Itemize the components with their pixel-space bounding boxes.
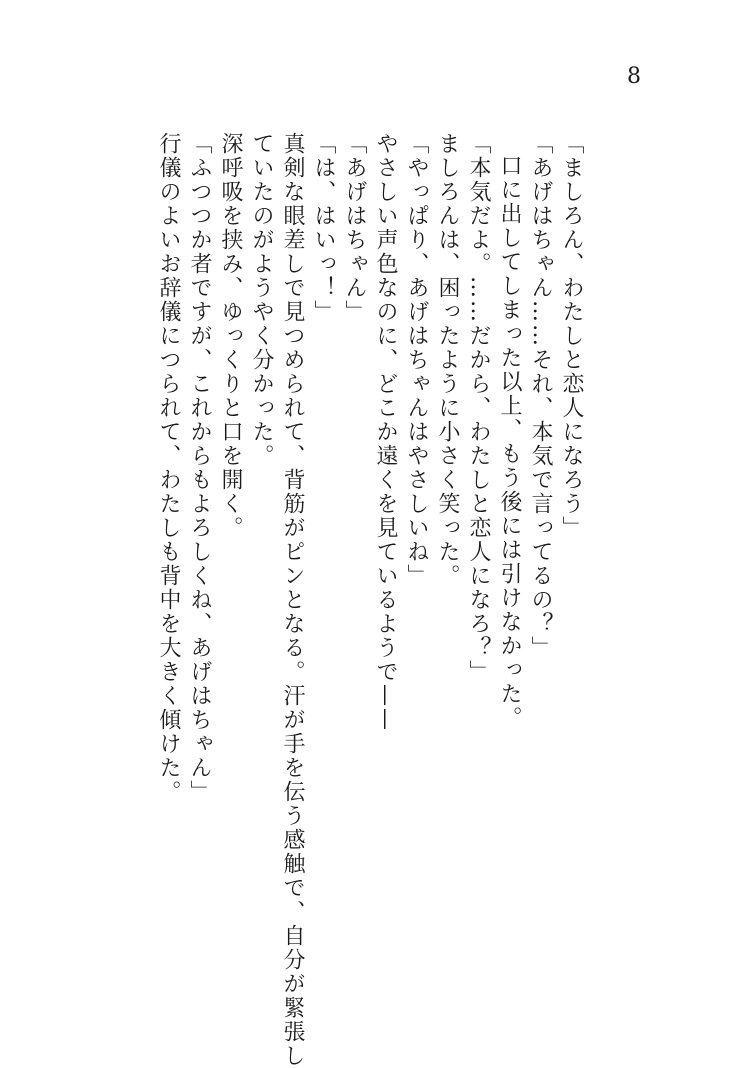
- text-line-3: 口に出してしまった以上、もう後には引けなかった。: [497, 154, 522, 730]
- page-number: 8: [627, 64, 641, 89]
- text-line-1: 「ましろん、わたしと恋人になろう」: [559, 132, 584, 540]
- text-line-13: 「ふつつか者ですが、これからもよろしくね、あげはちゃん」: [187, 132, 212, 804]
- text-line-12: 深呼吸を挟み、ゆっくりと口を開く。: [218, 132, 243, 540]
- text-line-6: 「やっぱり、あげはちゃんはやさしいね」: [404, 132, 429, 588]
- text-line-8: 「あげはちゃん」: [342, 132, 367, 324]
- text-line-5: ましろんは、困ったように小さく笑った。: [435, 132, 460, 588]
- text-line-7: やさしい声色なのに、どこか遠くを見ているようで——: [373, 132, 398, 732]
- text-line-2: 「あげはちゃん……それ、本気で言ってるの？」: [528, 132, 553, 660]
- text-line-11: ていたのがようやく分かった。: [249, 132, 274, 468]
- text-line-14: 行儀のよいお辞儀につられて、わたしも背中を大きく傾けた。: [156, 132, 181, 804]
- text-line-10: 真剣な眼差しで見つめられて、背筋がピンとなる。汗が手を伝う感触で、自分が緊張し: [280, 132, 305, 1068]
- text-line-4: 「本気だよ。……だから、わたしと恋人になろ？」: [466, 132, 491, 684]
- text-line-9: 「は、はいっ！」: [311, 132, 336, 324]
- vertical-text-body: [153, 132, 587, 1068]
